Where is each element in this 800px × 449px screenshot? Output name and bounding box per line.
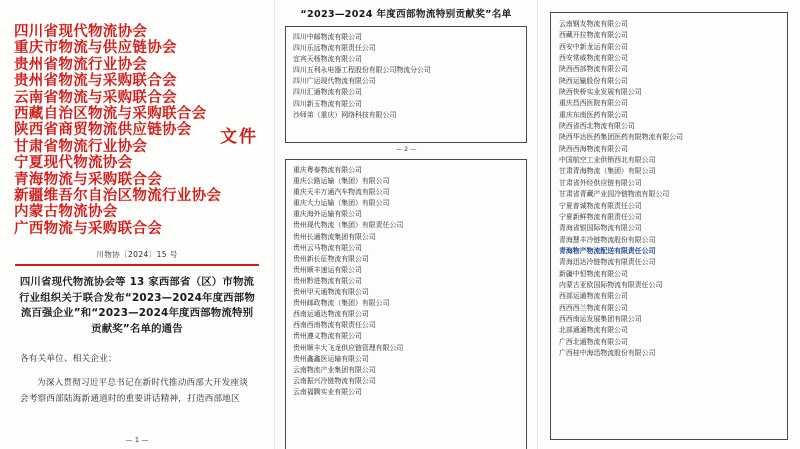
association-name: 广西物流与采购联合会 — [14, 220, 162, 237]
association-name: 内蒙古物流协会 — [14, 204, 118, 221]
list-item: 西安常威物流有限公司 — [559, 54, 628, 63]
list-item: 贵州顺丰速运有限公司 — [293, 265, 362, 274]
list-item: 贵州邮政物流（集团）有限公司 — [293, 299, 390, 308]
list-item: 四川五利永电器工程股份有限公司物流分公司 — [293, 66, 431, 75]
list-item: 西南运通达物流有限公司 — [293, 310, 369, 319]
list-item: 四川广运现代物流有限公司 — [293, 77, 376, 86]
document-page-left — [0, 0, 274, 449]
page-title: 四川省现代物流协会等 13 家西部省（区）市物流行业组织关于联合发布“2023—2024年度西部物流百强企业”和“2023—2024年度西部物流特别贡献奖”名单的通告 — [19, 276, 255, 335]
association-name: 四川省现代物流协会 — [14, 24, 148, 40]
list-item: 甘肃省青藏产业园冷链物流有限公司 — [559, 190, 670, 199]
highlight-box — [559, 246, 779, 257]
list-item: 内蒙古亚欧国际物流有限责任公司 — [559, 280, 663, 289]
list-item: 广西北通物流有限公司 — [559, 337, 628, 346]
document-code: 川物协〔2024〕15 号 — [96, 250, 178, 260]
list-item: 贵州顺丰大飞龙供应链管理有限公司 — [293, 343, 404, 352]
list-item: 西安中新龙运有限公司 — [559, 42, 628, 51]
company-list-bottom — [285, 159, 527, 449]
association-name: 青海物流与采购联合会 — [14, 171, 162, 188]
company-list-right — [550, 12, 788, 440]
association-name: 贵州省物流与采购联合会 — [14, 73, 177, 90]
list-item: 陕西运输股份有限公司 — [559, 76, 628, 85]
association-name: 新疆维吾尔自治区物流行业协会 — [14, 188, 222, 205]
association-name: 甘肃省物流行业协会 — [14, 138, 148, 155]
list-item: 宁夏新鲜物流有限责任公司 — [559, 212, 642, 221]
red-divider — [15, 264, 259, 266]
list-item: 甘肃省外经供应链有限公司 — [559, 178, 642, 187]
list-item: 重庆昌西医院有限公司 — [559, 99, 628, 108]
list-item: 贵州甲天通物流有限公司 — [293, 288, 369, 297]
document-page-right — [537, 0, 800, 449]
list-item: 云南物流产业集团有限公司 — [293, 365, 376, 374]
list-item: 宜宾天杨物流有限公司 — [293, 55, 362, 64]
list-item: 重庆粤泰物流有限公司 — [293, 166, 362, 174]
page-number: — 2 — — [395, 145, 417, 153]
list-item: 宁夏普诚物流有限责任公司 — [559, 201, 642, 210]
list-item: 北部通通物流有限公司 — [559, 326, 628, 335]
document-page-middle — [274, 0, 537, 449]
list-item: 沙师弟（重庆）网络科技有限公司 — [293, 110, 397, 119]
list-item: 西西南运发展集团有限公司 — [559, 314, 642, 323]
list-item: 云南钢友物流有限公司 — [559, 20, 628, 28]
document-body — [20, 351, 254, 407]
list-item: 贵州遵义物流有限公司 — [293, 332, 362, 341]
list-item-label: 青海物产物流配送有限责任公司 — [559, 246, 656, 255]
list-item: 陕西华达医药集团医药有限物流有限公司 — [559, 133, 684, 142]
list-item: 西部运通物流有限公司 — [559, 292, 628, 301]
list-item: 四川乐远物流有限责任公司 — [293, 44, 376, 53]
list-item: 青海省银国际物流有限公司 — [559, 224, 642, 233]
association-name: 云南省物流与采购联合会 — [14, 89, 177, 106]
list-item: 青海慧丰冷链物流股份有限公司 — [559, 235, 656, 244]
list-item: 西南西南物流有限责任公司 — [293, 321, 376, 330]
list-item: 贵州现代物流（集团）有限责任公司 — [293, 221, 404, 230]
association-name: 贵州省物流行业协会 — [14, 56, 148, 73]
body-paragraph: 为深入贯彻习近平总书记在新时代推动西部大开发座谈会考察西部陆海新通道时的重要讲话精神，打造西部地区 — [20, 378, 249, 405]
list-item: 贵州鑫鑫医运输有限公司 — [293, 354, 369, 363]
list-item: 四川新玉物流有限公司 — [293, 99, 362, 108]
association-name: 宁夏现代物流协会 — [14, 155, 133, 172]
list-item: 贵州云马物流有限公司 — [293, 243, 362, 252]
list-item: 贵州黔进物流有限公司 — [293, 276, 362, 285]
list-item: 四川中邮物流有限公司 — [293, 33, 362, 41]
award-list-title: “2023—2024 年度西部物流特别贡献奖”名单 — [300, 9, 512, 20]
list-item: 云南振兴冷链物流有限公司 — [293, 376, 376, 385]
association-name: 重庆市物流与供应链协会 — [14, 40, 177, 57]
list-item: 四川汇通物流有限公司 — [293, 88, 362, 97]
list-item: 重庆海外运输有限公司 — [293, 210, 362, 219]
list-item: 陕西西海物流有限公司 — [559, 144, 628, 153]
list-item: 贵州长通物流集团有限公司 — [293, 232, 376, 241]
list-item-highlighted — [559, 246, 779, 257]
association-name: 西藏自治区物流与采购联合会 — [14, 106, 207, 123]
list-item: 中国航空工业供销西北有限公司 — [559, 156, 656, 165]
list-item: 陕西省西北物流有限公司 — [559, 122, 635, 131]
list-item: 重庆天丰万通汽车物流有限公司 — [293, 188, 390, 197]
list-item: 陕西西部物流有限公司 — [559, 65, 628, 74]
association-name: 陕西省商贸物流供应链协会 — [14, 122, 192, 139]
list-item: 陕西快桥实业发展有限公司 — [559, 88, 642, 97]
list-item: 甘肃青海物流（集团）有限公司 — [559, 167, 656, 176]
list-item: 重庆大力运输（集团）有限公司 — [293, 199, 390, 208]
list-item: 新疆中恒物流有限公司 — [559, 269, 628, 278]
list-item: 西藏开拉物流有限公司 — [559, 31, 628, 40]
list-item: 重庆公路运输（集团）有限公司 — [293, 177, 390, 186]
salutation: 各有关单位、相关企业： — [20, 354, 117, 365]
list-item: 西西西兰物流有限公司 — [559, 303, 628, 312]
company-list-top — [285, 26, 527, 143]
list-item: 重庆东南医药有限公司 — [559, 110, 628, 119]
list-item: 青海迅达冷链物流有限责任公司 — [559, 258, 656, 267]
page-number: — 1 — — [125, 436, 149, 444]
list-item: 贵州新长征物流有限公司 — [293, 254, 369, 263]
list-item: 广西桂中海迅物流股份有限公司 — [559, 348, 656, 357]
document-stamp-label: 文件 — [220, 127, 258, 147]
list-item: 云南福腾实业有限公司 — [293, 387, 362, 396]
